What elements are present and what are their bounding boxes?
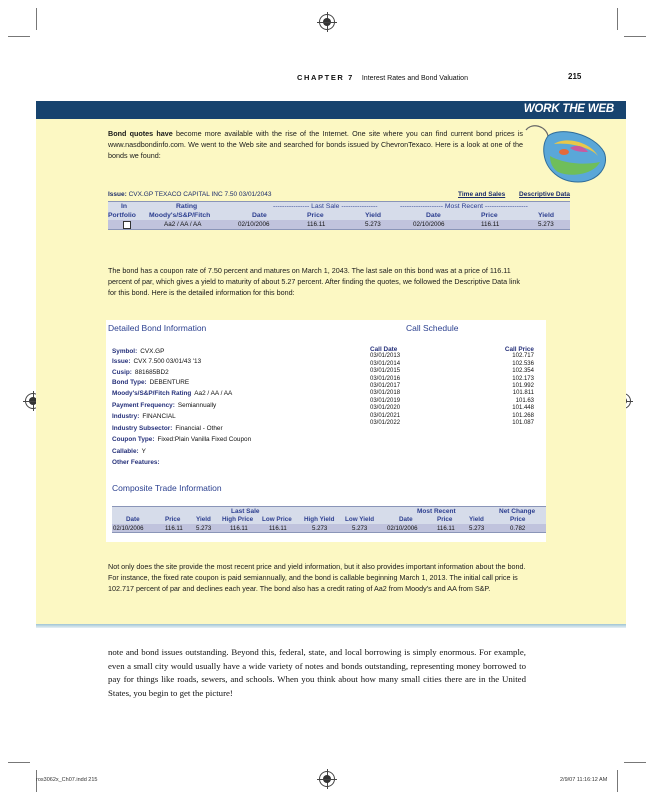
call-schedule-title: Call Schedule: [406, 323, 459, 333]
detailed-bond-panel: [106, 320, 546, 542]
box-shadow: [36, 624, 626, 628]
col-price: Price: [437, 516, 453, 523]
intro-lead: Bond quotes have: [108, 129, 173, 138]
intro-paragraph: [108, 128, 523, 161]
col-yield: Yield: [469, 516, 484, 523]
quote-issue-line: [108, 191, 570, 201]
time-and-sales-link[interactable]: Time and Sales: [458, 191, 506, 198]
box-title: WORK THE WEB: [523, 103, 614, 115]
field-label: Bond Type:: [112, 379, 147, 386]
field-industry-subsector: [112, 425, 223, 432]
crop-mark: [617, 770, 618, 792]
field-issue: [112, 358, 201, 365]
cell: 116.11: [230, 525, 248, 532]
field-label: Payment Frequency:: [112, 402, 175, 409]
field-label: Coupon Type:: [112, 436, 155, 443]
field-label: Industry Subsector:: [112, 425, 173, 432]
cell: 116.11: [269, 525, 287, 532]
registration-mark-icon: [319, 771, 335, 787]
registration-mark-icon: [319, 14, 335, 30]
field-value: 881685BD2: [134, 369, 169, 376]
call-price-header: Call Price: [504, 346, 534, 353]
field-label: Moody's/S&P/Fitch Rating: [112, 390, 192, 397]
call-date-header: Call Date: [370, 346, 398, 353]
cell-mr-date: 02/10/2006: [413, 221, 445, 228]
group-most-recent: ------------------- Most Recent -------------------: [400, 203, 528, 210]
cell: 5.273: [196, 525, 212, 532]
col-ls-date: Date: [252, 212, 267, 219]
cell-mr-price: 116.11: [481, 221, 500, 228]
field-cusip: [112, 369, 169, 376]
intro-text: become more available with the rise of the Internet. One site where you can find current bond prices is www.nasdbondinfo.com. We went to the Web site and searched for bonds issued by ChevronTexaco. Here is a look at one of the bonds we found:: [108, 129, 523, 160]
issue-line: [108, 191, 271, 198]
cell-mr-yield: 5.273: [538, 221, 554, 228]
col-date: Date: [126, 516, 140, 523]
cell: 116.11: [437, 525, 455, 532]
call-date: 03/01/2016: [370, 375, 401, 382]
quote-header: [108, 201, 570, 220]
chapter-label: CHAPTER 7: [297, 73, 354, 82]
field-label: Other Features:: [112, 459, 160, 466]
field-label: Issue:: [112, 358, 131, 365]
bond-quote-table: [108, 191, 570, 230]
col-portfolio: Portfolio: [108, 212, 136, 219]
field-label: Cusip:: [112, 369, 132, 376]
call-price: 102.354: [512, 368, 534, 375]
call-date: 03/01/2013: [370, 353, 401, 360]
col-yield: Yield: [196, 516, 211, 523]
call-price: 101.811: [512, 390, 534, 397]
chapter-title: Interest Rates and Bond Valuation: [361, 75, 468, 82]
field-label: Symbol:: [112, 348, 138, 355]
call-date: 03/01/2017: [370, 383, 401, 390]
call-price: 101.63: [515, 397, 534, 404]
field-value: Aa2 / AA / AA: [194, 390, 233, 397]
field-value: Financial - Other: [175, 425, 223, 432]
col-low-yield: Low Yield: [345, 516, 375, 523]
quote-links: [446, 191, 570, 198]
call-price: 101.448: [512, 405, 534, 412]
call-date: 03/01/2018: [370, 390, 401, 397]
field-rating: [112, 390, 232, 397]
field-value: Semiannually: [177, 402, 217, 409]
field-coupon-type: [112, 436, 251, 443]
composite-data-row: [112, 524, 546, 533]
col-mr-yield: Yield: [538, 212, 554, 219]
field-label: Callable:: [112, 448, 139, 455]
col-high-price: High Price: [222, 516, 254, 523]
crop-mark: [617, 8, 618, 30]
call-price: 101.087: [512, 420, 534, 427]
body-text: note and bond issues outstanding. Beyond this, federal, state, and local borrowing is simply enormous. For example, even a small city would usually have a wide variety of notes and bonds outstanding, representing money borrowed to pay for things like roads, sewers, and schools. When you think about how many small cities there are in the United States, you begin to get the picture!: [108, 647, 526, 698]
slug-timestamp: 2/9/07 11:16:12 AM: [560, 777, 608, 783]
crop-mark: [8, 762, 30, 763]
descriptive-data-link[interactable]: Descriptive Data: [519, 191, 570, 198]
call-price: 102.536: [512, 360, 534, 367]
composite-trade-title: Composite Trade Information: [112, 483, 222, 493]
field-value: CVX.GP: [140, 348, 165, 355]
cell: 02/10/2006: [387, 525, 418, 532]
cell: 0.782: [510, 525, 526, 532]
composite-trade-table: [112, 506, 546, 533]
call-date: 03/01/2020: [370, 405, 401, 412]
field-callable: [112, 448, 146, 455]
closing-paragraph: Not only does the site provide the most recent price and yield information, but it also provides important information about the bond. For instance, the fixed rate coupon is paid semiannually, and the bond is callable beginning March 1, 2013. The initial call price is 102.717 percent of par and declines each year. The bond also has a credit rating of Aa2 from Moody's and AA from S&P.: [108, 562, 526, 593]
cell: 5.273: [469, 525, 485, 532]
group-rating: Rating: [176, 203, 198, 210]
field-label: Industry:: [112, 413, 140, 420]
col-ls-yield: Yield: [365, 212, 381, 219]
group-most-recent: Most Recent: [417, 508, 456, 515]
field-symbol: [112, 348, 164, 355]
call-date: 03/01/2021: [370, 412, 401, 419]
cell: 5.273: [312, 525, 328, 532]
field-value: Fixed:Plain Vanilla Fixed Coupon: [157, 436, 252, 443]
cell-ls-price: 116.11: [307, 221, 326, 228]
field-bond-type: [112, 379, 189, 386]
quote-row: [108, 220, 570, 230]
group-last-sale: Last Sale: [231, 508, 260, 515]
call-prices-column: [505, 346, 534, 427]
composite-header-row: [112, 515, 546, 524]
composite-group-row: [112, 506, 546, 515]
cell-rating: Aa2 / AA / AA: [164, 221, 202, 228]
crop-mark: [624, 762, 646, 763]
cell-ls-date: 02/10/2006: [238, 221, 270, 228]
slug-filename: ros3062x_Ch07.indd 215: [36, 777, 98, 783]
call-price: 102.173: [512, 375, 534, 382]
crop-mark: [8, 36, 30, 37]
field-value: Y: [141, 448, 146, 455]
call-date: 03/01/2014: [370, 360, 401, 367]
call-date: 03/01/2022: [370, 420, 401, 427]
call-date: 03/01/2015: [370, 368, 401, 375]
col-in: In: [121, 203, 128, 210]
col-rating: Moody's/S&P/Fitch: [149, 212, 211, 219]
issue-label: Issue:: [108, 191, 127, 198]
field-other-features: [112, 459, 163, 466]
call-price: 101.992: [512, 383, 534, 390]
cell: 5.273: [352, 525, 368, 532]
running-head: [297, 73, 468, 82]
crop-mark: [624, 36, 646, 37]
work-the-web-band: [36, 101, 626, 119]
detailed-bond-title: Detailed Bond Information: [108, 323, 207, 333]
portfolio-checkbox[interactable]: [123, 221, 131, 229]
col-mr-date: Date: [426, 212, 441, 219]
col-date: Date: [399, 516, 413, 523]
field-value: CVX 7.500 03/01/43 '13: [133, 358, 202, 365]
field-industry: [112, 413, 176, 420]
call-date: 03/01/2019: [370, 397, 401, 404]
issue-value: CVX.GP TEXACO CAPITAL INC 7.50 03/01/2043: [128, 191, 272, 198]
computer-mouse-icon: [520, 122, 610, 190]
cell: 116.11: [165, 525, 183, 532]
col-price: Price: [165, 516, 181, 523]
field-value: DEBENTURE: [149, 379, 190, 386]
explanation-paragraph: The bond has a coupon rate of 7.50 percent and matures on March 1, 2043. The last sale on this bond was at a price of 116.11 percent of par, which gives a yield to maturity of about 5.27 percent. After finding the quotes, we followed the Descriptive Data link for this bond. Here is the detailed information for this bond:: [108, 266, 520, 297]
group-last-sale: ---------------- Last Sale ----------------: [273, 203, 378, 210]
cell: 02/10/2006: [113, 525, 144, 532]
col-high-yield: High Yield: [304, 516, 335, 523]
col-net-price: Price: [510, 516, 526, 523]
group-net-change: Net Change: [499, 508, 536, 515]
call-price: 101.268: [512, 412, 534, 419]
page-number: 215: [568, 72, 582, 81]
col-low-price: Low Price: [262, 516, 292, 523]
col-mr-price: Price: [481, 212, 498, 219]
call-price: 102.717: [512, 353, 534, 360]
call-dates-column: [370, 346, 400, 427]
crop-mark: [36, 8, 37, 30]
cell-ls-yield: 5.273: [365, 221, 381, 228]
col-ls-price: Price: [307, 212, 324, 219]
field-value: FINANCIAL: [142, 413, 176, 420]
field-payment-frequency: [112, 402, 216, 409]
